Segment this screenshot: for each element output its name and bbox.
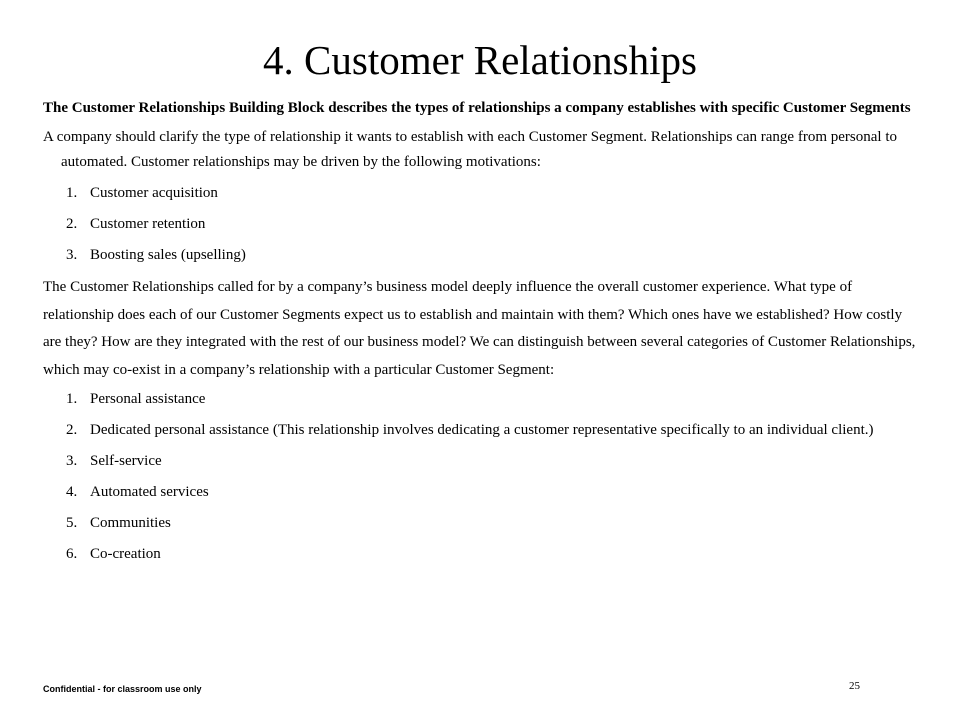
- list-item-number: 6.: [66, 546, 78, 563]
- intro-paragraph: The Customer Relationships Building Block describes the types of relationships a company establishes with specific Customer Segments: [43, 100, 911, 116]
- list-item: [43, 181, 923, 206]
- list-item: [43, 212, 923, 237]
- page-number: 25: [849, 680, 860, 692]
- list-item: [43, 449, 923, 474]
- list-item-number: 3.: [66, 247, 78, 263]
- motivation-list: [43, 181, 923, 268]
- categories-list: [43, 387, 923, 567]
- list-item-text: Co-creation: [90, 546, 161, 563]
- slide-title: 4. Customer Relationships: [263, 37, 697, 83]
- list-item: [43, 542, 923, 567]
- list-item-number: 1.: [66, 391, 78, 408]
- list-item-text: Boosting sales (upselling): [90, 247, 246, 263]
- list-item-number: 3.: [66, 453, 78, 470]
- list-item: [43, 387, 923, 412]
- list-item-text: Customer acquisition: [90, 185, 218, 201]
- list-item: [43, 511, 923, 536]
- list-item-number: 5.: [66, 515, 78, 532]
- slide-body: [43, 96, 923, 573]
- list-item-text: Communities: [90, 515, 171, 532]
- list-item-number: 1.: [66, 185, 78, 201]
- list-item-number: 4.: [66, 484, 78, 501]
- list-item-text: Dedicated personal assistance (This relationship involves dedicating a customer representative specifically to an individual client.): [90, 422, 874, 439]
- list-item-text: Customer retention: [90, 216, 206, 232]
- list-item-text: Self-service: [90, 453, 162, 470]
- motivation-paragraph: A company should clarify the type of relationship it wants to establish with each Customer Segment. Relationships can range from personal to automated. Customer relationships may be driven by the following motivations:: [43, 129, 897, 170]
- list-item: [43, 243, 923, 268]
- categories-paragraph: The Customer Relationships called for by a company’s business model deeply influence the overall customer experience. What type of relationship does each of our Customer Segments expect us to establish and maintain with them? Which ones have we established? How costly are they? How are they integrated with the rest of our business model? We can distinguish between several categories of Customer Relationships, which may co-exist in a company’s relationship with a particular Customer Segment:: [43, 279, 916, 378]
- list-item-number: 2.: [66, 216, 78, 232]
- list-item: [43, 480, 923, 505]
- list-item-text: Personal assistance: [90, 391, 206, 408]
- list-item-text: Automated services: [90, 484, 209, 501]
- list-item: [43, 418, 923, 443]
- list-item-number: 2.: [66, 422, 78, 439]
- confidential-notice: Confidential - for classroom use only: [43, 684, 202, 694]
